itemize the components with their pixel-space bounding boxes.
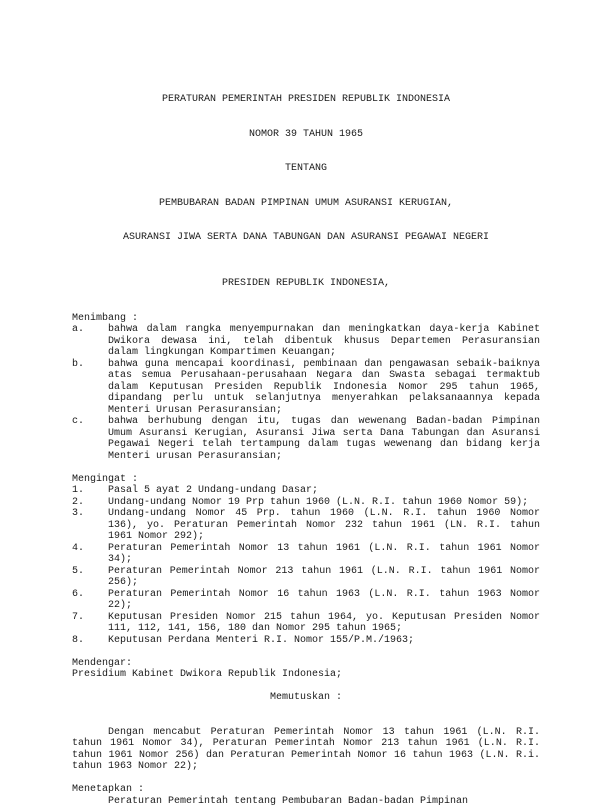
list-item <box>72 589 540 612</box>
section-menetapkan <box>72 784 540 807</box>
list-item <box>72 324 540 359</box>
section-menimbang <box>72 313 540 463</box>
section-label: Menetapkan : <box>72 784 540 796</box>
section-label: Mengingat : <box>72 474 540 486</box>
list-item <box>72 612 540 635</box>
memutuskan-heading: Memutuskan : <box>72 692 540 704</box>
item-text: Peraturan Pemerintah Nomor 16 tahun 1963 (L.N. R.I. tahun 1963 Nomor 22); <box>108 589 540 612</box>
title-line: ASURANSI JIWA SERTA DANA TABUNGAN DAN ASURANSI PEGAWAI NEGERI <box>66 232 546 244</box>
list-item <box>72 497 540 509</box>
item-text: Peraturan Pemerintah Nomor 13 tahun 1961 (L.N. R.I. tahun 1961 Nomor 34); <box>108 543 540 566</box>
item-number: 2. <box>72 497 108 509</box>
item-number: 8. <box>72 635 108 647</box>
list-item <box>72 635 540 647</box>
list-item <box>72 359 540 417</box>
section-mendengar <box>72 658 540 681</box>
title-line: NOMOR 39 TAHUN 1965 <box>66 129 546 141</box>
item-number: 7. <box>72 612 108 635</box>
item-number: a. <box>72 324 108 359</box>
title-line: PERATURAN PEMERINTAH PRESIDEN REPUBLIK INDONESIA <box>66 94 546 106</box>
section-label: Mendengar: <box>72 658 540 670</box>
list-item <box>72 543 540 566</box>
item-text: Undang-undang Nomor 45 Prp. tahun 1960 (L.N. R.I. tahun 1960 Nomor 136), yo. Peraturan Pemerintah Nomor 232 tahun 1961 (LN. R.I. tahun 1961 Nomor 292); <box>108 508 540 543</box>
item-number: 4. <box>72 543 108 566</box>
memutuskan-paragraph: Dengan mencabut Peraturan Pemerintah Nomor 13 tahun 1961 (L.N. R.I. tahun 1961 Nomor 34), Peraturan Pemerintah Nomor 213 tahun 1961 (L.N. R.I. tahun 1961 Nomor 256) dan Peraturan Pemerintah Nomor 16 tahun 1963 (L.N. R.i. tahun 1963 Nomor 22); <box>72 727 540 773</box>
president-heading: PRESIDEN REPUBLIK INDONESIA, <box>72 278 540 290</box>
document-page <box>72 71 540 807</box>
section-mengingat <box>72 474 540 647</box>
list-item <box>72 485 540 497</box>
list-item <box>72 508 540 543</box>
title-line: PEMBUBARAN BADAN PIMPINAN UMUM ASURANSI KERUGIAN, <box>66 198 546 210</box>
item-text: Undang-undang Nomor 19 Prp tahun 1960 (L.N. R.I. tahun 1960 Nomor 59); <box>108 497 540 509</box>
item-number: 1. <box>72 485 108 497</box>
section-label: Menimbang : <box>72 313 540 325</box>
item-text: bahwa berhubung dengan itu, tugas dan wewenang Badan-badan Pimpinan Umum Asuransi Kerugian, Asuransi Jiwa serta Dana Tabungan dan Asuransi Pegawai Negeri telah tertampung dalam tugas wewenang dan bidang kerja Menteri urusan Perasuransian; <box>108 416 540 462</box>
list-item <box>72 416 540 462</box>
section-text: Presidium Kabinet Dwikora Republik Indonesia; <box>72 669 540 681</box>
title-line: TENTANG <box>66 163 546 175</box>
item-number: 5. <box>72 566 108 589</box>
item-number: 6. <box>72 589 108 612</box>
item-number: c. <box>72 416 108 462</box>
item-text: bahwa guna mencapai koordinasi, pembinaan dan pengawasan sebaik-baiknya atas semua Perusahaan-perusahaan Negara dan Swasta sebagai termaktub dalam Keputusan Presiden Republik Indonesia Nomor 295 tahun 1965, dipandang perlu untuk selanjutnya menyerahkan pelaksanaannya kepada Menteri Urusan Perasuransian; <box>108 359 540 417</box>
item-number: 3. <box>72 508 108 543</box>
item-text: bahwa dalam rangka menyempurnakan dan meningkatkan daya-kerja Kabinet Dwikora dewasa ini, telah dibentuk khusus Departemen Perasuransian dalam lingkungan Kompartimen Keuangan; <box>108 324 540 359</box>
item-text: Keputusan Presiden Nomor 215 tahun 1964, yo. Keputusan Presiden Nomor 111, 112, 141, 156, 180 dan Nomor 295 tahun 1965; <box>108 612 540 635</box>
item-text: Peraturan Pemerintah Nomor 213 tahun 1961 (L.N. R.I. tahun 1961 Nomor 256); <box>108 566 540 589</box>
item-number: b. <box>72 359 108 417</box>
item-text: Pasal 5 ayat 2 Undang-undang Dasar; <box>108 485 540 497</box>
list-item <box>72 566 540 589</box>
item-text: Keputusan Perdana Menteri R.I. Nomor 155/P.M./1963; <box>108 635 540 647</box>
document-title <box>66 71 546 267</box>
section-text: Peraturan Pemerintah tentang Pembubaran Badan-badan Pimpinan <box>72 796 540 807</box>
